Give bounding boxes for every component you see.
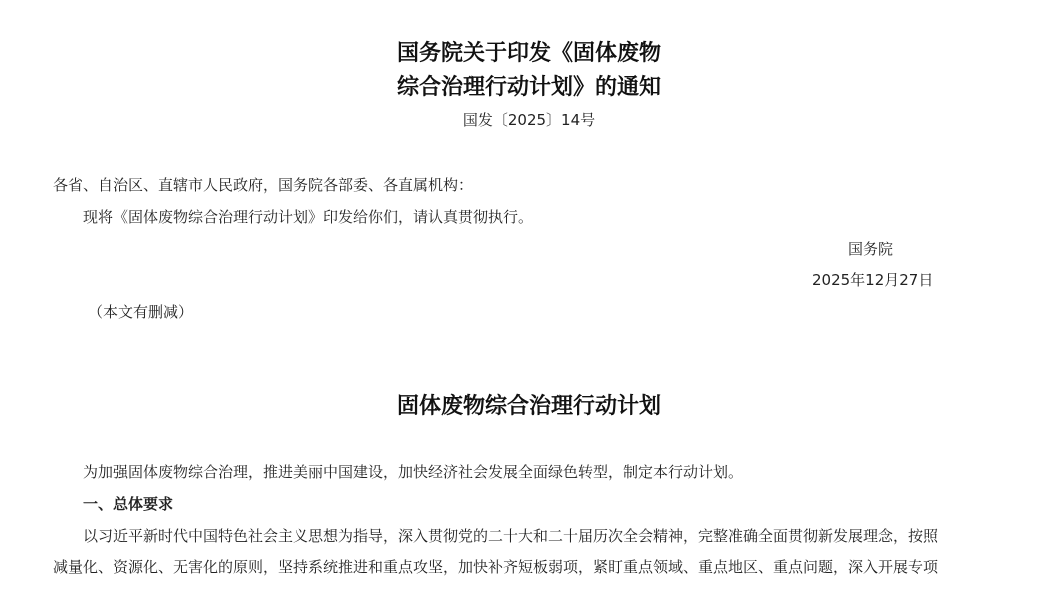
plan-title: 固体废物综合治理行动计划 — [396, 394, 661, 419]
notice-title-line2: 综合治理行动计划》的通知 — [396, 75, 661, 100]
issue-date: 2025年12月27日 — [812, 271, 934, 289]
issuer: 国务院 — [848, 240, 894, 258]
section-heading: 一、总体要求 — [83, 495, 174, 513]
notice-title-line1: 国务院关于印发《固体废物 — [396, 41, 661, 66]
section-paragraph-line2: 减量化、资源化、无害化的原则，坚持系统推进和重点攻坚，加快补齐短板弱项，紧盯重点领域、重点地区、重点问题，深入开展专项 — [53, 558, 939, 576]
doc-number: 国发〔2025〕14号 — [462, 111, 596, 129]
section-paragraph-line1: 以习近平新时代中国特色社会主义思想为指导，深入贯彻党的二十大和二十届历次全会精神，完整准确全面贯彻新发展理念，按照 — [83, 527, 939, 545]
abridged-note: （本文有删减） — [88, 303, 194, 321]
notice-body: 现将《固体废物综合治理行动计划》印发给你们，请认真贯彻执行。 — [83, 208, 534, 226]
plan-intro: 为加强固体废物综合治理，推进美丽中国建设，加快经济社会发展全面绿色转型，制定本行动计划。 — [83, 463, 744, 481]
addressee: 各省、自治区、直辖市人民政府，国务院各部委、各直属机构： — [53, 176, 474, 194]
